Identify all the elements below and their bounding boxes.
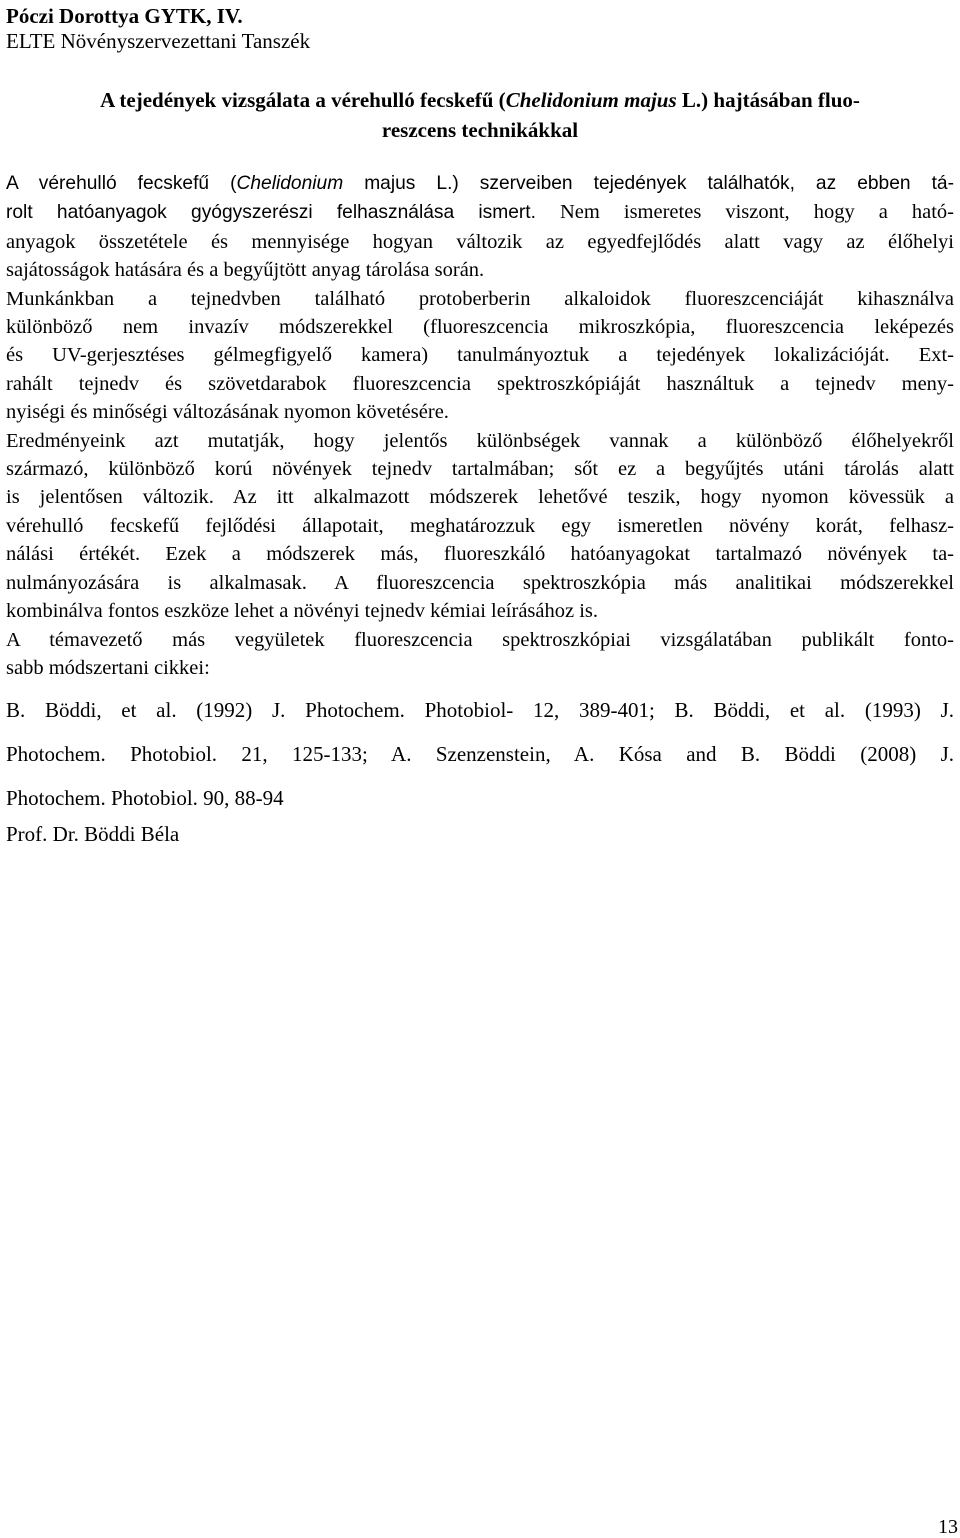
paragraph-supervisor bbox=[6, 626, 954, 683]
title-text-3: reszcens technikákkal bbox=[381, 118, 579, 142]
title-species-italic: Chelidonium majus bbox=[505, 88, 677, 112]
page-number: 13 bbox=[938, 1516, 958, 1538]
results-line-5: nálási értékét. Ezek a módszerek más, fluoreszkáló hatóanyagokat tartalmazó növények ta- bbox=[6, 543, 954, 566]
intro-line-1-italic: Chelidonium bbox=[236, 173, 344, 194]
results-line-6: nulmányozására is alkalmasak. A fluoreszcencia spektroszkópia más analitikai módszerekkel bbox=[6, 571, 954, 594]
author-line: Póczi Dorottya GYTK, IV. bbox=[6, 4, 243, 28]
intro-line-1 bbox=[6, 170, 954, 198]
supervisor-signature: Prof. Dr. Böddi Béla bbox=[6, 822, 180, 846]
intro-line-2a: rolt hatóanyagok gyógyszerészi felhasználása ismert. bbox=[6, 202, 536, 224]
title-text-1: A tejedények vizsgálata a vérehulló fecskefű ( bbox=[100, 88, 506, 112]
intro-line-1b: majus L.) szerveiben tejedények találhatók, az ebben tá- bbox=[343, 173, 954, 194]
results-line-7: kombinálva fontos eszköze lehet a növényi tejnedv kémiai leírásához is. bbox=[6, 600, 599, 623]
intro-line-3: anyagok összetétele és mennyisége hogyan változik az egyedfejlődés alatt vagy az élőhelyi bbox=[6, 230, 954, 253]
results-line-4: vérehulló fecskefű fejlődési állapotait, meghatározzuk egy ismeretlen növény korát, felhasz- bbox=[6, 514, 954, 537]
methods-line-4: rahált tejnedv és szövetdarabok fluoreszcencia spektroszkópiáját használtuk a tejnedv meny- bbox=[6, 372, 954, 395]
supervisor-line-1: A témavezető más vegyületek fluoreszcencia spektroszkópiai vizsgálatában publikált fonto- bbox=[6, 628, 954, 651]
results-line-3: is jelentősen változik. Az itt alkalmazott módszerek lehetővé teszik, hogy nyomon kövessük a bbox=[6, 486, 954, 509]
reference-line-2: Photochem. Photobiol. 21, 125-133; A. Szenzenstein, A. Kósa and B. Böddi (2008) J. bbox=[6, 742, 954, 766]
reference-line-3: Photochem. Photobiol. 90, 88-94 bbox=[6, 786, 284, 810]
methods-line-1: Munkánkban a tejnedvben található protoberberin alkaloidok fluoreszcenciáját kihasználva bbox=[6, 287, 954, 310]
document-title bbox=[6, 85, 954, 145]
intro-line-4: sajátosságok hatására és a begyűjtött anyag tárolása során. bbox=[6, 259, 485, 282]
paragraph-results bbox=[6, 427, 954, 626]
supervisor-line-2: sabb módszertani cikkei: bbox=[6, 656, 210, 679]
paragraph-intro bbox=[6, 170, 954, 285]
intro-line-2b: Nem ismeretes viszont, hogy a ható- bbox=[535, 201, 954, 224]
results-line-2: származó, különböző korú növények tejnedv tartalmában; sőt ez a begyűjtés utáni tárolás alatt bbox=[6, 458, 954, 481]
body-text bbox=[6, 170, 954, 682]
results-line-1: Eredményeink azt mutatják, hogy jelentős különbségek vannak a különböző élőhelyekről bbox=[6, 429, 954, 452]
methods-line-3: és UV-gerjesztéses gélmegfigyelő kamera) tanulmányoztuk a tejedények lokalizációját. Ext- bbox=[6, 344, 954, 367]
references-list bbox=[6, 688, 954, 820]
intro-line-2 bbox=[6, 198, 954, 227]
methods-line-2: különböző nem invazív módszerekkel (fluoreszcencia mikroszkópia, fluoreszcencia leképezés bbox=[6, 316, 954, 339]
reference-line-1: B. Böddi, et al. (1992) J. Photochem. Photobiol- 12, 389-401; B. Böddi, et al. (1993) J. bbox=[6, 698, 954, 722]
paragraph-methods bbox=[6, 285, 954, 427]
title-text-2: L.) hajtásában fluo- bbox=[676, 88, 860, 112]
intro-line-1a: A vérehulló fecskefű ( bbox=[6, 173, 237, 194]
department-line: ELTE Növényszervezettani Tanszék bbox=[6, 29, 311, 53]
methods-line-5: nyiségi és minőségi változásának nyomon követésére. bbox=[6, 401, 449, 424]
